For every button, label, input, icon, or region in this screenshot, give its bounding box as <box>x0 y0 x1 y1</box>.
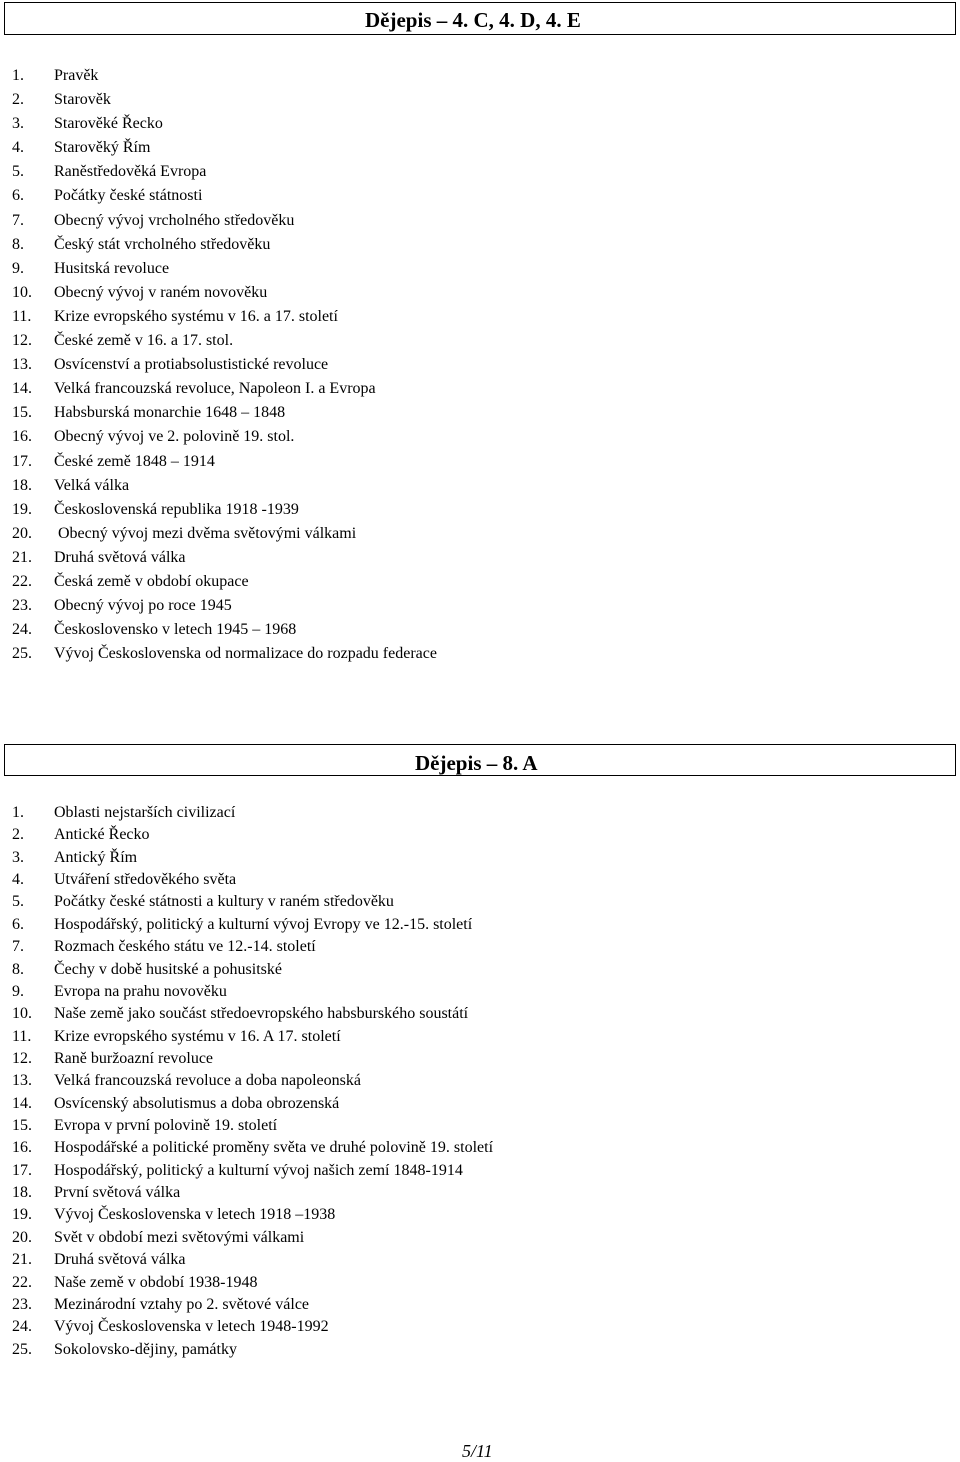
item-number: 20. <box>12 1228 32 1246</box>
list-item <box>12 891 493 913</box>
item-number: 13. <box>12 356 32 374</box>
item-text: Starověký Řím <box>54 139 151 157</box>
item-number: 17. <box>12 1161 32 1179</box>
list-item <box>12 869 493 891</box>
list-item <box>12 88 437 112</box>
list-item <box>12 570 437 594</box>
item-number: 18. <box>12 1184 32 1202</box>
item-text: Čechy v době husitské a pohusitské <box>54 960 282 978</box>
item-text: Starověk <box>54 91 111 109</box>
item-text: První světová válka <box>54 1184 181 1202</box>
item-number: 4. <box>12 871 24 889</box>
list-item <box>12 474 437 498</box>
list-item <box>12 1227 493 1249</box>
item-text: Habsburská monarchie 1648 – 1848 <box>54 404 286 422</box>
item-text: Starověké Řecko <box>54 115 163 133</box>
item-text: Hospodářský, politický a kulturní vývoj Evropy ve 12.-15. století <box>54 915 473 933</box>
item-number: 1. <box>12 804 24 821</box>
section-header-box <box>4 744 956 776</box>
list-item <box>12 618 437 642</box>
list-item <box>12 329 437 353</box>
topic-list <box>12 802 493 1361</box>
item-number: 10. <box>12 283 32 301</box>
item-text: Krize evropského systému v 16. a 17. století <box>54 307 338 325</box>
item-text: Mezinárodní vztahy po 2. světové válce <box>54 1295 310 1313</box>
item-text: Hospodářský, politický a kulturní vývoj našich zemí 1848-1914 <box>54 1161 463 1179</box>
item-number: 5. <box>12 163 24 181</box>
list-item <box>12 401 437 425</box>
list-item <box>12 1294 493 1316</box>
item-text: Rozmach českého státu ve 12.-14. století <box>54 938 316 956</box>
list-item <box>12 1003 493 1025</box>
list-item <box>12 209 437 233</box>
item-number: 21. <box>12 1251 32 1269</box>
item-text: Antické Řecko <box>54 826 150 844</box>
list-item <box>12 824 493 846</box>
item-number: 10. <box>12 1005 32 1023</box>
list-item <box>12 1026 493 1048</box>
item-text: Druhá světová válka <box>54 548 186 566</box>
item-number: 18. <box>12 476 32 494</box>
section-header-box <box>4 2 956 35</box>
item-number: 6. <box>12 187 24 205</box>
page-number: 5/11 <box>462 1441 493 1461</box>
item-number: 16. <box>12 1139 32 1157</box>
list-item <box>12 642 437 666</box>
list-item <box>12 594 437 618</box>
list-item <box>12 281 437 305</box>
item-number: 2. <box>12 826 24 844</box>
item-text: Evropa v první polovině 19. století <box>54 1117 278 1135</box>
item-number: 22. <box>12 1273 32 1291</box>
item-number: 19. <box>12 500 32 518</box>
item-text: Obecný vývoj ve 2. polovině 19. stol. <box>54 428 295 446</box>
item-number: 14. <box>12 380 32 398</box>
list-item <box>12 1115 493 1137</box>
list-item <box>12 425 437 449</box>
list-item <box>12 136 437 160</box>
list-item <box>12 450 437 474</box>
item-text: Obecný vývoj v raném novověku <box>54 283 268 301</box>
item-text: Hospodářské a politické proměny světa ve druhé polovině 19. století <box>54 1139 494 1157</box>
list-item <box>12 1093 493 1115</box>
item-number: 19. <box>12 1206 32 1224</box>
item-text: Velká francouzská revoluce a doba napoleonská <box>54 1072 361 1090</box>
item-text: Počátky české státnosti <box>54 187 203 205</box>
item-text: Československá republika 1918 -1939 <box>54 500 299 518</box>
list-item <box>12 1204 493 1226</box>
item-number: 22. <box>12 572 32 590</box>
list-item <box>12 1272 493 1294</box>
item-number: 3. <box>12 848 24 866</box>
item-text: Osvícenství a protiabsolustistické revoluce <box>54 356 329 374</box>
item-text: Vývoj Československa v letech 1918 –1938 <box>54 1206 336 1224</box>
item-number: 20. <box>12 524 32 542</box>
item-text: Naše země jako součást středoevropského habsburského soustátí <box>54 1005 469 1023</box>
list-item <box>12 377 437 401</box>
item-text: Obecný vývoj vrcholného středověku <box>54 211 295 229</box>
item-text: Sokolovsko-dějiny, památky <box>54 1340 237 1358</box>
item-number: 25. <box>12 645 32 663</box>
list-item <box>12 353 437 377</box>
item-number: 4. <box>12 139 24 157</box>
item-text: Pravěk <box>54 67 99 84</box>
list-item <box>12 233 437 257</box>
item-text: Velká francouzská revoluce, Napoleon I. a Evropa <box>54 380 376 398</box>
item-text: Vývoj Československa v letech 1948-1992 <box>54 1318 329 1336</box>
item-text: Oblasti nejstarších civilizací <box>54 804 236 821</box>
list-item <box>12 936 493 958</box>
item-text: Krize evropského systému v 16. A 17. století <box>54 1027 341 1045</box>
item-number: 12. <box>12 1049 32 1067</box>
item-number: 13. <box>12 1072 32 1090</box>
list-item <box>12 981 493 1003</box>
item-text: Vývoj Československa od normalizace do rozpadu federace <box>54 645 437 663</box>
item-number: 11. <box>12 1027 32 1045</box>
section-title: Dějepis – 8. A <box>415 751 538 775</box>
list-item <box>12 1182 493 1204</box>
list-item <box>12 1249 493 1271</box>
list-item <box>12 64 437 88</box>
list-item <box>12 1070 493 1092</box>
item-number: 14. <box>12 1094 32 1112</box>
item-number: 15. <box>12 1117 32 1135</box>
list-item <box>12 1137 493 1159</box>
item-number: 5. <box>12 893 24 911</box>
item-number: 24. <box>12 621 32 639</box>
item-text: Husitská revoluce <box>54 259 170 277</box>
item-number: 11. <box>12 307 32 325</box>
item-text: Obecný vývoj mezi dvěma světovými válkami <box>54 524 357 542</box>
item-text: Česká země v období okupace <box>54 572 249 590</box>
item-number: 9. <box>12 982 24 1000</box>
list-item <box>12 160 437 184</box>
item-text: Naše země v období 1938-1948 <box>54 1273 258 1291</box>
item-text: Velká válka <box>54 476 130 494</box>
item-text: České země v 16. a 17. stol. <box>54 332 234 350</box>
item-text: Antický Řím <box>54 848 138 866</box>
item-text: České země 1848 – 1914 <box>54 452 215 470</box>
item-text: Obecný vývoj po roce 1945 <box>54 597 232 615</box>
item-number: 6. <box>12 915 24 933</box>
list-item <box>12 257 437 281</box>
list-item <box>12 184 437 208</box>
item-number: 1. <box>12 67 24 84</box>
item-number: 7. <box>12 938 24 956</box>
item-number: 12. <box>12 332 32 350</box>
item-number: 3. <box>12 115 24 133</box>
item-text: Počátky české státnosti a kultury v raném středověku <box>54 893 394 911</box>
item-text: Osvícenský absolutismus a doba obrozenská <box>54 1094 340 1112</box>
list-item <box>12 305 437 329</box>
item-number: 17. <box>12 452 32 470</box>
list-item <box>12 959 493 981</box>
topic-list <box>12 64 437 666</box>
list-item <box>12 802 493 824</box>
list-item <box>12 498 437 522</box>
item-number: 15. <box>12 404 32 422</box>
list-item <box>12 112 437 136</box>
item-text: Český stát vrcholného středověku <box>54 235 271 253</box>
item-text: Svět v období mezi světovými válkami <box>54 1228 305 1246</box>
list-item <box>12 546 437 570</box>
item-text: Raněstředověká Evropa <box>54 163 207 181</box>
list-item <box>12 1048 493 1070</box>
item-text: Raně buržoazní revoluce <box>54 1049 214 1067</box>
list-item <box>12 1316 493 1338</box>
item-number: 16. <box>12 428 32 446</box>
item-number: 9. <box>12 259 24 277</box>
section-title: Dějepis – 4. C, 4. D, 4. E <box>365 8 581 32</box>
item-number: 23. <box>12 1295 32 1313</box>
item-number: 8. <box>12 960 24 978</box>
item-number: 23. <box>12 597 32 615</box>
list-item <box>12 914 493 936</box>
list-item <box>12 1339 493 1361</box>
item-text: Československo v letech 1945 – 1968 <box>54 621 297 639</box>
item-number: 8. <box>12 235 24 253</box>
list-item <box>12 847 493 869</box>
item-number: 25. <box>12 1340 32 1358</box>
item-number: 2. <box>12 91 24 109</box>
list-item <box>12 522 437 546</box>
list-item <box>12 1160 493 1182</box>
item-number: 7. <box>12 211 24 229</box>
item-number: 24. <box>12 1318 32 1336</box>
item-text: Druhá světová válka <box>54 1251 186 1269</box>
item-text: Utváření středověkého světa <box>54 871 237 889</box>
item-number: 21. <box>12 548 32 566</box>
item-text: Evropa na prahu novověku <box>54 982 227 1000</box>
